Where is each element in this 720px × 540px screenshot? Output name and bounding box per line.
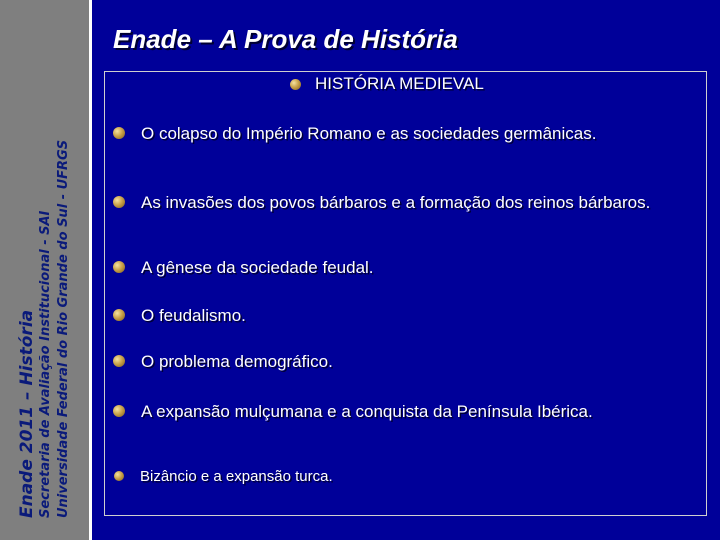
list-item	[113, 466, 703, 487]
list-item	[113, 192, 703, 213]
bullet-icon	[113, 405, 125, 417]
list-item-text: O colapso do Império Romano e as sociedades germânicas.	[141, 124, 597, 143]
sidebar-university-label: Universidade Federal do Rio Grande do Sul - UFRGS	[56, 139, 71, 518]
sidebar-secretariat-label: Secretaria de Avaliação Institucional - SAI	[38, 210, 53, 518]
list-item	[113, 401, 703, 422]
list-item	[113, 351, 703, 372]
sidebar-course-label: Enade 2011 – História	[17, 309, 37, 518]
section-heading-label: HISTÓRIA MEDIEVAL	[315, 74, 484, 93]
bullet-icon	[114, 471, 124, 481]
bullet-icon	[113, 309, 125, 321]
list-item-text: A gênese da sociedade feudal.	[141, 258, 374, 277]
list-item-text: As invasões dos povos bárbaros e a formação dos reinos bárbaros.	[141, 193, 651, 212]
section-heading	[290, 74, 484, 94]
bullet-icon	[113, 261, 125, 273]
slide-title: Enade – A Prova de História	[113, 24, 458, 54]
list-item-text: A expansão mulçumana e a conquista da Península Ibérica.	[141, 402, 593, 421]
bullet-icon	[113, 355, 125, 367]
list-item-text: O feudalismo.	[141, 306, 246, 325]
bullet-icon	[113, 127, 125, 139]
list-item-text: Bizâncio e a expansão turca.	[140, 468, 333, 485]
list-item-text: O problema demográfico.	[141, 352, 333, 371]
list-item	[113, 257, 703, 278]
bullet-icon	[290, 79, 301, 90]
sidebar-text	[18, 88, 110, 518]
list-item	[113, 305, 703, 326]
sidebar-banner	[0, 0, 92, 540]
list-item	[113, 123, 703, 144]
bullet-icon	[113, 196, 125, 208]
